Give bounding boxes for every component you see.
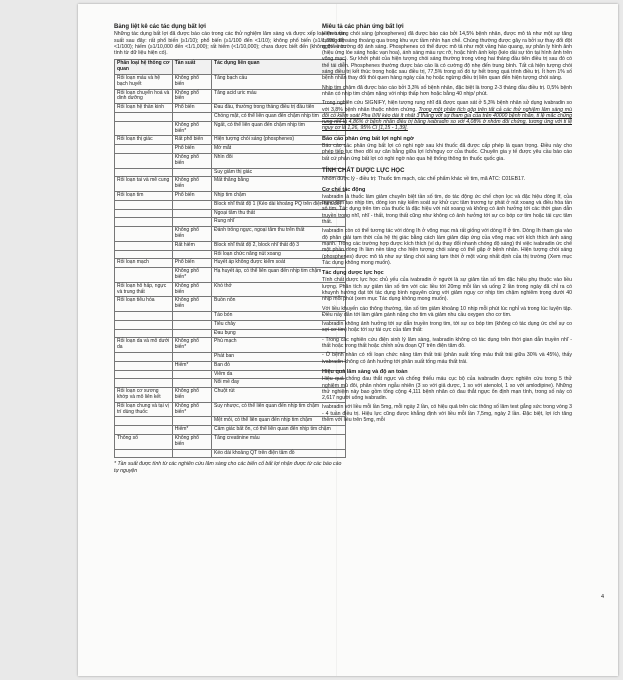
efficacy-heading: Hiệu quả lâm sàng và độ an toàn [322,368,408,375]
cell-frequency: Phổ biến [172,192,211,201]
table-row [115,361,346,370]
pd-effects-heading: Tác dụng dược lực học [322,270,384,277]
cell-effect: Rối loạn chức năng nút xoang [212,250,346,259]
pd-paragraph-2: Với liều khuyến cáo thông thường, tần số tim giảm khoảng 10 nhịp mỗi phút lúc nghỉ và trong lúc luyện tập. Điều này dẫn tới làm giảm gánh nặng cho tim và giảm nhu cầu oxygen cho cơ tim. [322,305,572,318]
cell-frequency [172,449,211,458]
table-row [115,388,346,403]
cell-frequency: Không phổ biến* [172,338,211,353]
cell-organ-class [115,154,173,169]
table-row [115,434,346,449]
pd-paragraph-3: Ivabradin không ảnh hưởng tới sự dẫn truyền trong tim, tới sự co bóp tim (không có tác dụng ức chế sự co sợi cơ tim) hoặc tới sự tái cực của tâm thất: [322,321,572,334]
cell-effect: Đau bụng [212,329,346,338]
cell-organ-class: Rối loạn tiêu hóa [115,297,173,312]
cell-frequency: Không phổ biến* [172,121,211,136]
reporting-heading: Báo cáo phản ứng bất lợi nghi ngờ [322,135,414,142]
reporting-paragraph: Báo cáo các phản ứng bất lợi có nghi ngờ sau khi thuốc đã được cấp phép là quan trọng. Điều này cho phép tiếp tục theo dõi sự cân bằng giữa lợi ích/nguy cơ của thuốc. Chuyên gia y tế được yêu cầu báo cáo bất cứ phản ứng bất lợi có nghi ngờ nào qua hệ thống thông tin thuốc quốc gia. [322,143,572,162]
cell-frequency [172,250,211,259]
cell-frequency: Không phổ biến [172,297,211,312]
table-row [115,89,346,104]
table-row [115,241,346,250]
table-row [115,218,346,227]
cell-organ-class: Rối loạn chuyển hoá và dinh dưỡng [115,89,173,104]
cell-organ-class: Rối loạn hệ thần kinh [115,104,173,113]
document-page [78,4,618,676]
table-row [115,352,346,361]
cell-effect: Block nhĩ thất độ 1 (Kéo dài khoảng PQ trên điện tâm đồ) [212,200,346,209]
cell-frequency: Hiếm* [172,426,211,435]
table-row [115,121,346,136]
cell-organ-class [115,426,173,435]
cell-effect: Cảm giác bất ổn, có thể liên quan đến nhịp tim chậm [212,426,346,435]
cell-frequency: Không phổ biến [172,434,211,449]
cell-effect: Suy nhược, có thể liên quan đến nhịp tim chậm [212,402,346,417]
cell-effect: Phát ban [212,352,346,361]
table-row [115,200,346,209]
cell-organ-class [115,113,173,122]
cell-effect: Nhìn đôi [212,154,346,169]
cell-frequency: Phổ biến [172,145,211,154]
cell-organ-class: Rối loạn thị giác [115,136,173,145]
cell-organ-class: Rối loạn máu và hệ bạch huyết [115,75,173,90]
atc-paragraph: Nhóm dược lý - điều trị: Thuốc tim mạch, các chế phẩm khác về tim, mã ATC: C01EB17. [322,176,526,183]
cell-frequency [172,352,211,361]
table-row [115,113,346,122]
cell-effect: Chuột rút [212,388,346,403]
cell-frequency: Không phổ biến [172,282,211,297]
cell-organ-class: Rối loạn hô hấp, ngực và trung thất [115,282,173,297]
table-row [115,268,346,283]
cell-effect: Block nhĩ thất độ 2, block nhĩ thất độ 3 [212,241,346,250]
cell-organ-class [115,218,173,227]
table-row [115,329,346,338]
cell-frequency [172,329,211,338]
cell-effect: Hiện tượng chói sáng (phosphenes) [212,136,346,145]
cell-effect: Mờ mắt [212,145,346,154]
table-row [115,259,346,268]
table-row [115,192,346,201]
pd-paragraph-4: - Trong các nghiên cứu điện sinh lý lâm sàng, ivabradin không có tác dụng trên thời gian dẫn truyền nhĩ - thất hoặc trong thất hoặc chỉnh sửa đoạn QT trên điện tâm đồ. [322,336,572,350]
cell-organ-class [115,227,173,242]
cell-effect: Đau đầu, thường trong tháng điều trị đầu tiên [212,104,346,113]
table-row [115,168,346,177]
table-row [115,370,346,379]
cell-organ-class: Rối loạn chung và tại vị trí dùng thuốc [115,402,173,417]
pd-paragraph-5: - Ở bệnh nhân có rối loạn chức năng tâm thất trái (phân suất tống máu thất trái giữa 30% và 45%), thấy ivabradin không có ảnh hưởng tới phân suất tống máu thất trái. [322,352,572,365]
table-row [115,338,346,353]
cell-organ-class [115,168,173,177]
bradycardia-paragraph: Nhịp tim chậm đã được báo cáo bởi 3,3% số bệnh nhân, đặc biệt là trong 2-3 tháng đầu điều trị. 0,5% bệnh nhân có nhịp tim chậm nặng với nhịp thấp hơn hoặc bằng 40 nhịp/ phút. [322,84,572,97]
table-row [115,104,346,113]
cell-organ-class: Rối loạn cơ xương khớp và mô liên kết [115,388,173,403]
table-row [115,209,346,218]
cell-organ-class [115,268,173,283]
ih-current-paragraph: Ivabradin còn có thể tương tác với dòng Ih ở võng mạc mà rất giống với dòng If ở tim. Dòng Ih tham gia vào độ phân giải tạm thời của hệ thị giác bằng cách làm giảm đáp ứng của võng mạc với kích thích ánh sáng mạnh. Trong các trường hợp được kích thích (ví dụ thay đổi nhanh chóng độ sáng) thì việc ivabradin ức chế một phần dòng Ih làm nền tảng cho hiện tượng chói sáng có thể gặp ở bệnh nhân. Hiện tượng chói sáng (phosphenes) được mô tả như sự tăng chói sáng tạm thời ở một vùng nhất định của thị trường (Xem mục Tác dụng không mong muốn). [322,228,572,266]
cell-organ-class [115,121,173,136]
cell-organ-class: Thông số [115,434,173,449]
table-row [115,250,346,259]
cell-frequency: Không phổ biến [172,89,211,104]
cell-organ-class [115,370,173,379]
signify-paragraph [322,100,572,131]
cell-organ-class: Rối loạn tim [115,192,173,201]
efficacy-paragraph-2: Ivabradin với liều mỗi lần 5mg, mỗi ngày 2 lần, có hiệu quả trên các thông số lâm test gắng sức trong vòng 3 - 4 tuần điều trị. Hiệu lực cũng được khẳng định với liều mỗi lần 7,5mg, ngày 2 lần. Đặc biệt, lợi ích tăng thêm với liều trên 5mg, mỗi [322,404,572,424]
mechanism-paragraph: Ivabradin là thuốc làm giảm chuyên biệt tần số tim, do tác động ức chế chọn lọc và đặc hiệu dòng If, của trung tâm tạo nhịp tim, dòng ion này kiểm soát sự khử cực tâm trương tự phát ở nút xoang và điều hòa tần số tim. Tác dụng trên tim của thuốc là đặc hiệu với nút xoang và không có ảnh hưởng tới các thời gian dẫn truyền trong nhĩ, nhĩ - thất, trong thất cũng như không có ảnh hưởng tới sự co bóp cơ tim hoặc tái cực tâm thất. [322,193,572,226]
adverse-effects-table [114,59,346,458]
cell-frequency: Rất phổ biến [172,136,211,145]
table-footnote: * Tần suất được tính từ các nghiên cứu lâm sàng cho các biến cố bất lợi nhận được từ các báo cáo tự nguyện [114,461,342,474]
cell-frequency [172,417,211,426]
efficacy-paragraph-1: Hiệu quả chống đau thắt ngực và chống thiếu máu cục bộ của ivabradin được nghiên cứu trong 5 thử nghiệm mù đôi, phân nhóm ngẫu nhiên (3 so với giả dược, 1 so với atenolol, 1 so với amlodipine). Những thử nghiệm này bao gồm tổng cộng 4,111 bệnh nhân có đau thắt ngực ổn định mạn tính, trong số này có 2,617 người uống ivabradin. [322,376,572,402]
cell-frequency: Không phổ biến [172,227,211,242]
cell-organ-class [115,417,173,426]
cell-organ-class: Rối loạn da và mô dưới da [115,338,173,353]
cell-frequency: Không phổ biến [172,177,211,192]
table-row [115,417,346,426]
table-row [115,282,346,297]
cell-organ-class: Rối loạn tai và mê cung [115,177,173,192]
cell-organ-class [115,209,173,218]
cell-organ-class [115,361,173,370]
meta-analysis-text: Trong một phân tích gộp trên tất cả các thử nghiệm lâm sàng mù đôi có kiểm soát Pha II/III kéo dài ít nhất 3 tháng với sự tham gia của trên 40000 bệnh nhân, tỉ lệ mắc chứng rung nhĩ là 4,86% ở bệnh nhân điều trị bằng ivabradin so với 4,08% ở nhóm đối chứng, tương ứng với tỉ lệ nguy cơ là 1,26, 95% CI [1,15 - 1,39]. [322,106,573,132]
cell-frequency: Phổ biến [172,104,211,113]
cell-effect: Khó thở [212,282,346,297]
table-row [115,449,346,458]
cell-organ-class [115,200,173,209]
table-row [115,311,346,320]
cell-organ-class [115,352,173,361]
cell-frequency [172,209,211,218]
table-row [115,379,346,388]
left-column [114,24,346,474]
cell-effect: Ngất, có thể liên quan đến chậm nhịp tim [212,121,346,136]
cell-organ-class [115,449,173,458]
signify-text: Trong nghiên cứu SIGNIFY, hiện tượng rung nhĩ đã được quan sát ở 5,3% bệnh nhân sử dụng ivabradin so với 3,8% bệnh nhân thuộc nhóm chứng. [322,100,572,113]
table-row [115,145,346,154]
cell-effect: Đánh trống ngực, ngoại tâm thu trên thất [212,227,346,242]
table-row [115,177,346,192]
header-organ-class: Phân loại hệ thống cơ quan [115,60,173,75]
cell-effect: Chóng mặt, có thể liên quan đến chậm nhịp tim [212,113,346,122]
right-column [322,24,572,426]
cell-effect: Tăng acid uric máu [212,89,346,104]
header-frequency: Tần suất [172,60,211,75]
table-row [115,426,346,435]
cell-effect: Tiêu chảy [212,320,346,329]
cell-frequency: Không phổ biến [172,75,211,90]
cell-effect: Nổi mề đay [212,379,346,388]
cell-effect: Mệt mỏi, có thể liên quan đến nhịp tim chậm [212,417,346,426]
adverse-table-title: Bảng liệt kê các tác dụng bất lợi [114,24,206,30]
cell-frequency [172,218,211,227]
cell-frequency [172,370,211,379]
cell-effect: Rung nhĩ [212,218,346,227]
cell-organ-class [115,311,173,320]
cell-effect: Suy giảm thị giác [212,168,346,177]
cell-effect: Huyết áp không được kiểm soát [212,259,346,268]
cell-frequency: Không phổ biến* [172,268,211,283]
cell-organ-class [115,329,173,338]
cell-frequency [172,168,211,177]
cell-organ-class [115,241,173,250]
cell-organ-class [115,320,173,329]
table-row [115,136,346,145]
cell-frequency [172,311,211,320]
cell-effect: Kéo dài khoảng QT trên điện tâm đồ [212,449,346,458]
pharmacodynamics-heading: TÍNH CHẤT DƯỢC LỰC HỌC [322,167,405,174]
cell-effect: Tăng bạch cầu [212,75,346,90]
cell-effect: Hạ huyết áp, có thể liên quan đến nhịp tim chậm [212,268,346,283]
cell-effect: Táo bón [212,311,346,320]
cell-effect: Nhịp tim chậm [212,192,346,201]
cell-organ-class [115,145,173,154]
cell-effect: Phù mạch [212,338,346,353]
cell-frequency: Không phổ biến [172,388,211,403]
cell-effect: Tăng creatinine máu [212,434,346,449]
cell-frequency: Phổ biến [172,259,211,268]
table-row [115,227,346,242]
cell-effect: Buồn nôn [212,297,346,312]
cell-frequency: Không phổ biến* [172,402,211,417]
cell-frequency [172,379,211,388]
cell-frequency: Không phổ biến [172,154,211,169]
cell-organ-class [115,250,173,259]
table-row [115,297,346,312]
table-row [115,320,346,329]
mechanism-heading: Cơ chế tác động [322,186,366,193]
phosphenes-paragraph: Hiện tượng chói sáng (phosphenes) đã được báo cáo bởi 14,5% bệnh nhân, được mô tả như một sự tăng cường độ sáng thoáng qua trong khu vực tầm nhìn hạn chế. Chúng thường được gây ra bởi sự thay đổi đột ngột về cường độ ánh sáng. Phosphenes có thể được mô tả như một vầng hào quang, sự phân ly hình ảnh (hiệu ứng lóe sáng hoặc vạn hoa), ánh sáng màu rực rỡ, hoặc hình ảnh kép (kéo dài sự tồn tại hình ảnh trên võng mạc). Sự khởi phát của hiện tượng chói sáng thường trong vòng hai tháng đầu tiên điều trị sau đó có thể tái diễn. Phosphenes thường được báo cáo là có cường độ nhẹ đến trung bình. Tất cả hiện tượng chói sáng điều trị kết thúc trong hoặc sau điều trị, 77,5% trong số đó tự hết trong quá trình điều trị. Ít hơn 1% số bệnh nhân thay đổi thói quen hàng ngày của họ hoặc ngừng điều trị liên quan đến hiện tượng chói sáng. [322,31,572,82]
pd-paragraph-1: Tính chất dược lực học chủ yếu của ivabradin ở người là sự giảm tần số tim đặc hiệu phụ thuộc vào liều lượng. Phân tích sự giảm tần số tim với các liều tới 20mg mỗi lần và uống 2 lần trong ngày đã chỉ ra có khuynh hướng đạt tới tác dụng bình nguyên cùng với giảm nguy cơ nhịp tim chậm nghiêm trọng dưới 40 nhịp mỗi phút (xem mục Tác dụng không mong muốn). [322,277,572,303]
cell-frequency: Rất hiếm [172,241,211,250]
table-row [115,75,346,90]
cell-frequency [172,113,211,122]
page-number: 4 [600,594,604,600]
cell-effect: Ban đỏ [212,361,346,370]
table-header-row [115,60,346,75]
adverse-intro: Những tác dụng bất lợi đã được báo cáo trong các thử nghiệm lâm sàng và được xếp loại theo tần suất sau đây: rất phổ biến (≥1/10); phổ biến (≥1/100 đến <1/10); không phổ biến (≥1/1,000 đến <1/100); hiếm (≥1/10,000 đến <1/1,000); rất hiếm (<1/10,000); chưa được biết đến (không thể ước tính từ dữ liệu hiện có). [114,31,346,57]
table-row [115,154,346,169]
header-effect: Tác dụng liên quan [212,60,346,75]
cell-frequency [172,200,211,209]
cell-organ-class: Rối loạn mạch [115,259,173,268]
cell-effect: Ngoại tâm thu thất [212,209,346,218]
cell-effect: Mất thăng bằng [212,177,346,192]
cell-frequency: Hiếm* [172,361,211,370]
cell-effect: Viêm da [212,370,346,379]
cell-frequency [172,320,211,329]
table-row [115,402,346,417]
adverse-description-title: Miêu tả các phản ứng bất lợi [322,24,404,30]
cell-organ-class [115,379,173,388]
